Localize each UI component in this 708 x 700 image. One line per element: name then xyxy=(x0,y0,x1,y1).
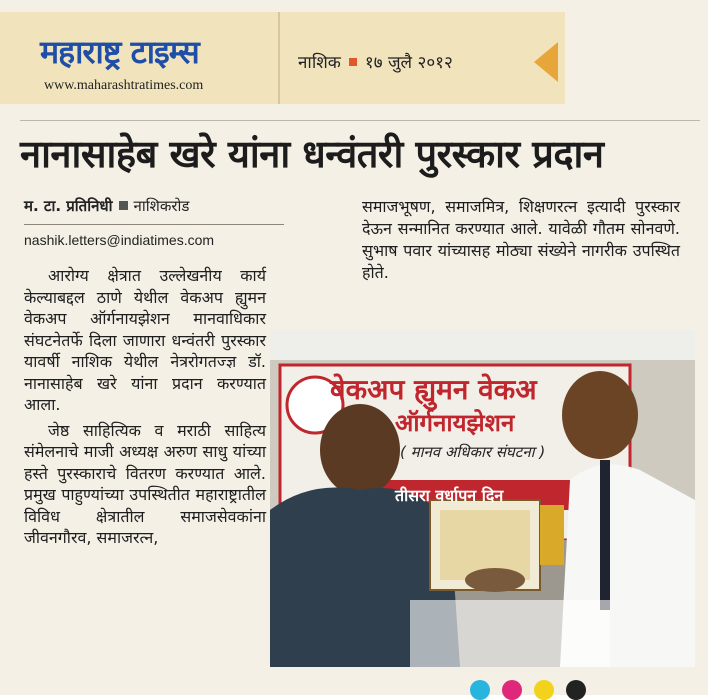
award-ceremony-photo xyxy=(270,330,695,667)
photo-banner-line-1: वेकअप ह्युमन वेकअ xyxy=(330,373,537,406)
article-paragraph-1: आरोग्य क्षेत्रात उल्लेखनीय कार्य केल्याबद्दल ठाणे येथील वेकअप ह्युमन वेकअप ऑर्गनायझेशन मानवाधिकार संघटनेतर्फे दिला जाणारा धन्वंतरी पुरस्कार यावर्षी नाशिक येथील नेत्ररोगतज्ज्ञ डॉ. नानासाहेब खरे यांना प्रदान करण्यात आला. xyxy=(24,266,266,414)
newspaper-logo: महाराष्ट्र टाइम्स xyxy=(40,33,199,71)
article-paragraph-2: जेष्ठ साहित्यिक व मराठी साहित्य संमेलनाचे माजी अध्यक्ष अरुण साधु यांच्या हस्ते पुरस्काराचे वितरण करण्यात आले. प्रमुख पाहुण्यांच्या उपस्थितीत महाराष्ट्रातील विविध क्षेत्रातील समाजसेवकांना जीवनगौरव, समाजरत्न, xyxy=(24,420,266,547)
dateline-bullet-icon xyxy=(349,58,357,66)
photo-banner-line-2: ऑर्गनायझेशन xyxy=(395,409,515,437)
article-paragraph-3: समाजभूषण, समाजमित्र, शिक्षणरत्न इत्यादी पुरस्कार देऊन सन्मानित करण्यात आले. यावेळी गौतम सोनवणे. सुभाष पवार यांच्यासह मोठ्या संख्येने नागरीक उपस्थित होते. xyxy=(362,197,680,282)
byline xyxy=(24,196,344,216)
registration-mark-yellow xyxy=(534,680,554,700)
registration-mark-black xyxy=(566,680,586,700)
registration-mark-magenta xyxy=(502,680,522,700)
article-column-right xyxy=(362,196,680,284)
registration-mark-cyan xyxy=(470,680,490,700)
byline-square-icon xyxy=(119,201,128,210)
byline-divider xyxy=(24,224,284,225)
dateline xyxy=(298,50,453,73)
dateline-date: १७ जुलै २०१२ xyxy=(364,53,453,73)
byline-place: नाशिकरोड xyxy=(133,197,190,215)
masthead xyxy=(0,12,565,104)
byline-author: म. टा. प्रतिनिधी xyxy=(24,197,113,215)
website-url: www.maharashtratimes.com xyxy=(44,78,204,93)
photo-banner-line-3: ( मानव अधिकार संघटना ) xyxy=(400,443,546,461)
masthead-divider xyxy=(278,12,280,104)
photo-banner-line-4: तीसरा वर्धापन दिन xyxy=(395,486,504,505)
dateline-city: नाशिक xyxy=(298,53,341,73)
article-column-left xyxy=(24,265,266,553)
headline: नानासाहेब खरे यांना धन्वंतरी पुरस्कार प्रदान xyxy=(20,120,700,185)
author-email: nashik.letters@indiatimes.com xyxy=(24,232,215,248)
arrow-tab-icon xyxy=(530,42,558,82)
